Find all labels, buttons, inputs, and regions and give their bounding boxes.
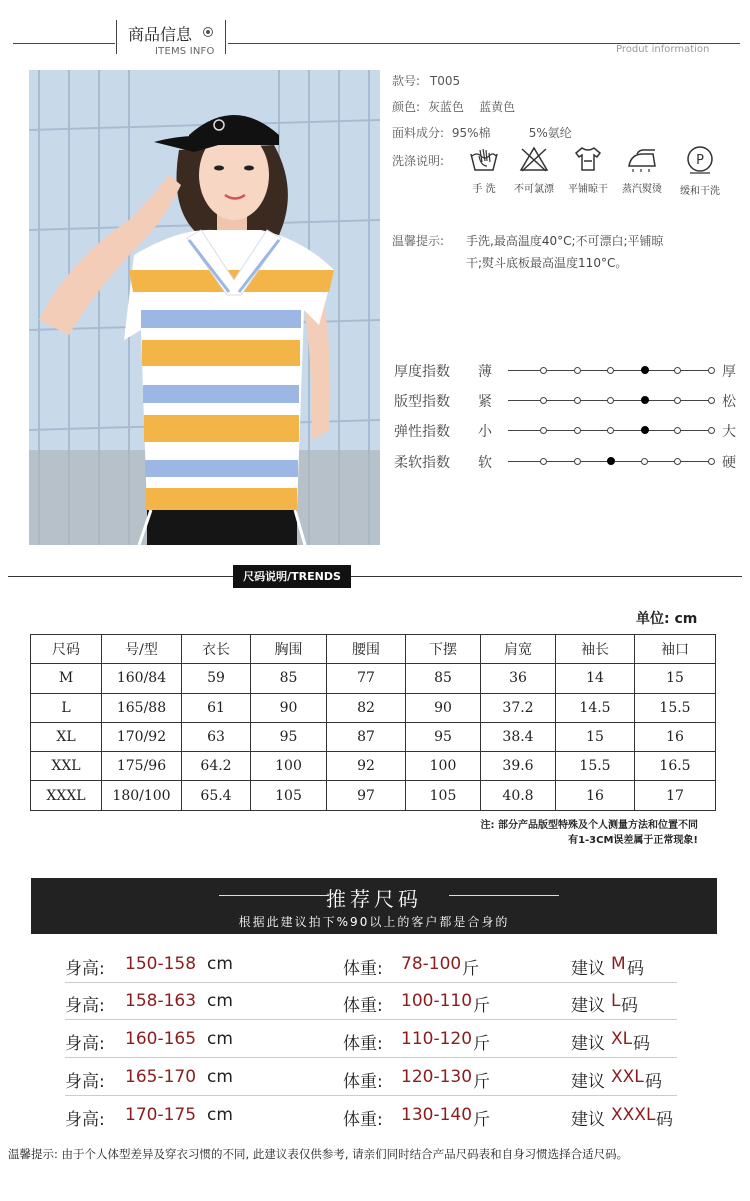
height-unit: cm [207,954,233,974]
table-cell: 77 [327,664,406,693]
weight-value: 78-100 [401,954,462,974]
index-high-label: 大 [722,424,736,440]
height-label: 身高: [65,1110,105,1130]
suggest-size: XXL [611,1067,644,1087]
table-cell: 14 [556,664,635,693]
index-row [392,361,742,381]
table-cell: L [31,693,102,722]
table-cell: 16 [635,722,716,751]
table-cell: 15.5 [635,693,716,722]
footnote: 温馨提示: 由于个人体型差异及穿衣习惯的不同, 此建议表仅供参考, 请亲们同时结合产品尺码表和自身习惯选择合适尺码。 [8,1147,629,1161]
header-title: 商品信息 [128,25,193,44]
size-note-line-1: 注: 部分产品版型特殊及个人测量方法和位置不同 [480,820,698,831]
care-tip-text-1: 手洗,最高温度40°C;不可漂白;平铺晾 [466,234,664,248]
index-high-label: 厚 [722,364,736,380]
recommend-row [65,983,677,1020]
table-cell: 180/100 [102,781,182,810]
weight-label: 体重: [343,1034,383,1054]
suggest-prefix: 建议 [571,1072,605,1092]
table-header-cell: 胸围 [251,635,327,664]
table-cell: 95 [406,722,481,751]
table-cell: 85 [406,664,481,693]
table-header-cell: 衣长 [182,635,251,664]
table-cell: 160/84 [102,664,182,693]
table-cell: 100 [251,752,327,781]
table-cell: 64.2 [182,752,251,781]
index-marker-active [641,396,649,404]
suggest-size: L [611,991,621,1011]
index-marker [540,458,547,465]
table-cell: 97 [327,781,406,810]
suggest-prefix: 建议 [571,996,605,1016]
table-header-cell: 下摆 [406,635,481,664]
table-cell: 38.4 [481,722,556,751]
header-subtitle: ITEMS INFO [155,46,215,57]
table-cell: 85 [251,664,327,693]
weight-label: 体重: [343,1072,383,1092]
suggest-suffix: 码 [621,996,638,1016]
index-marker [674,397,681,404]
height-label: 身高: [65,1034,105,1054]
weight-unit: 斤 [473,996,490,1016]
size-note [481,818,698,848]
table-cell: 170/92 [102,722,182,751]
index-marker [674,458,681,465]
recommend-subtitle: 根据此建议拍下%90以上的客户都是合身的 [238,915,510,929]
suggest-prefix: 建议 [571,1034,605,1054]
table-header-cell: 袖长 [556,635,635,664]
index-row [392,421,742,441]
height-unit: cm [207,991,233,1011]
table-cell: M [31,664,102,693]
section-header [0,0,750,70]
weight-unit: 斤 [473,1110,490,1130]
table-cell: 82 [327,693,406,722]
table-cell: 36 [481,664,556,693]
suggest-size: XXXL [611,1105,656,1125]
color-label: 颜色: [392,100,421,114]
index-row [392,452,742,472]
index-name: 厚度指数 [394,364,450,380]
index-name: 柔软指数 [394,455,450,471]
table-cell: 61 [182,693,251,722]
table-cell: 16 [556,781,635,810]
index-marker [574,458,581,465]
table-cell: 39.6 [481,752,556,781]
table-header-row [31,635,716,664]
table-row [31,664,716,693]
index-marker [574,397,581,404]
fabric-row [392,124,572,141]
suggest-prefix: 建议 [571,1110,605,1130]
table-cell: 87 [327,722,406,751]
flat-dry-icon [560,146,616,195]
suggest-size: M [611,954,626,974]
index-high-label: 松 [722,394,736,410]
unit-label: 单位: cm [636,611,698,627]
wash-label-3: 蒸汽熨烫 [622,184,662,195]
index-marker [540,367,547,374]
table-cell: 15.5 [556,752,635,781]
no-bleach-icon [506,146,562,195]
suggest-suffix: 码 [645,1072,662,1092]
recommend-row [65,1059,677,1096]
weight-value: 110-120 [401,1029,473,1049]
height-value: 158-163 [125,991,197,1011]
care-tip-text-2: 干;熨斗底板最高温度110°C。 [466,256,628,270]
suggest-suffix: 码 [656,1110,673,1130]
height-label: 身高: [65,996,105,1016]
suggest-size: XL [611,1029,633,1049]
index-marker [607,367,614,374]
table-header-cell: 尺码 [31,635,102,664]
table-cell: 105 [406,781,481,810]
table-cell: 16.5 [635,752,716,781]
care-tip-label: 温馨提示: [392,234,445,248]
size-note-line-2: 有1-3CM误差属于正常现象! [568,835,698,846]
index-high-label: 硬 [722,455,736,471]
table-cell: 63 [182,722,251,751]
index-marker [607,427,614,434]
table-cell: XL [31,722,102,751]
recommend-title: 推荐尺码 [326,887,422,911]
fabric-values: 95%棉 5%氨纶 [451,126,572,140]
weight-unit: 斤 [473,1072,490,1092]
weight-label: 体重: [343,959,383,979]
table-header-cell: 肩宽 [481,635,556,664]
index-marker [574,427,581,434]
table-header-cell: 号/型 [102,635,182,664]
table-cell: 59 [182,664,251,693]
suggest-prefix: 建议 [571,959,605,979]
index-low-label: 紧 [478,394,492,410]
svg-text:P: P [696,153,704,168]
index-low-label: 软 [478,455,492,471]
style-number-value: T005 [429,74,461,88]
product-information-label: Produt information [616,44,710,55]
wash-label-1: 不可氯漂 [514,184,554,195]
table-cell: 95 [251,722,327,751]
steam-iron-icon [614,146,670,195]
recommend-row [65,946,677,983]
suggest-suffix: 码 [633,1034,650,1054]
index-low-label: 薄 [478,364,492,380]
table-cell: 175/96 [102,752,182,781]
style-number-label: 款号: [392,74,421,88]
table-row [31,693,716,722]
height-label: 身高: [65,959,105,979]
recommend-row [65,1021,677,1058]
table-cell: 100 [406,752,481,781]
recommend-row [65,1097,677,1134]
index-name: 版型指数 [394,394,450,410]
size-section-tag: 尺码说明/TRENDS [233,565,351,588]
recommend-banner [31,878,717,934]
height-label: 身高: [65,1072,105,1092]
wash-label-0: 手 洗 [472,184,496,195]
table-cell: 37.2 [481,693,556,722]
table-header-cell: 袖口 [635,635,716,664]
height-value: 170-175 [125,1105,197,1125]
height-value: 150-158 [125,954,197,974]
wash-label: 洗涤说明: [392,154,445,168]
weight-label: 体重: [343,996,383,1016]
index-marker [708,367,715,374]
index-marker-active [607,457,615,465]
table-cell: 65.4 [182,781,251,810]
index-marker-active [641,426,649,434]
height-unit: cm [207,1105,233,1125]
target-dot-icon [203,27,213,37]
index-marker-active [641,366,649,374]
table-row [31,722,716,751]
wash-label-2: 平铺晾干 [568,184,608,195]
table-cell: 92 [327,752,406,781]
weight-value: 130-140 [401,1105,473,1125]
wash-label-4: 缓和干洗 [680,186,720,197]
table-cell: 165/88 [102,693,182,722]
header-bracket-left [116,20,117,54]
index-low-label: 小 [478,424,492,440]
index-marker [708,397,715,404]
index-marker [607,397,614,404]
table-cell: 90 [406,693,481,722]
table-row [31,781,716,810]
header-rule-left [13,43,115,44]
index-marker [574,367,581,374]
table-cell: 17 [635,781,716,810]
hand-wash-icon [456,146,512,195]
height-unit: cm [207,1067,233,1087]
index-marker [540,427,547,434]
weight-unit: 斤 [473,1034,490,1054]
index-marker [674,367,681,374]
size-section-rule [8,576,742,577]
table-cell: 90 [251,693,327,722]
product-photo [29,70,380,545]
index-marker [540,397,547,404]
gentle-dry-clean-icon [672,146,728,197]
index-row [392,391,742,411]
style-number-row [392,72,460,89]
weight-value: 100-110 [401,991,473,1011]
table-cell: 15 [635,664,716,693]
height-value: 165-170 [125,1067,197,1087]
table-cell: XXXL [31,781,102,810]
index-name: 弹性指数 [394,424,450,440]
color-values: 灰蓝色 蓝黄色 [427,100,516,114]
header-bracket-right [225,20,226,54]
weight-unit: 斤 [462,959,479,979]
index-marker [674,427,681,434]
size-table [30,634,716,811]
index-marker [708,427,715,434]
weight-label: 体重: [343,1110,383,1130]
table-cell: 15 [556,722,635,751]
height-unit: cm [207,1029,233,1049]
table-cell: 40.8 [481,781,556,810]
table-cell: 14.5 [556,693,635,722]
table-cell: XXL [31,752,102,781]
weight-value: 120-130 [401,1067,473,1087]
color-row [392,98,515,115]
index-marker [641,458,648,465]
table-header-cell: 腰围 [327,635,406,664]
index-marker [708,458,715,465]
suggest-suffix: 码 [627,959,644,979]
height-value: 160-165 [125,1029,197,1049]
fabric-label: 面料成分: [392,126,445,140]
table-row [31,752,716,781]
table-cell: 105 [251,781,327,810]
